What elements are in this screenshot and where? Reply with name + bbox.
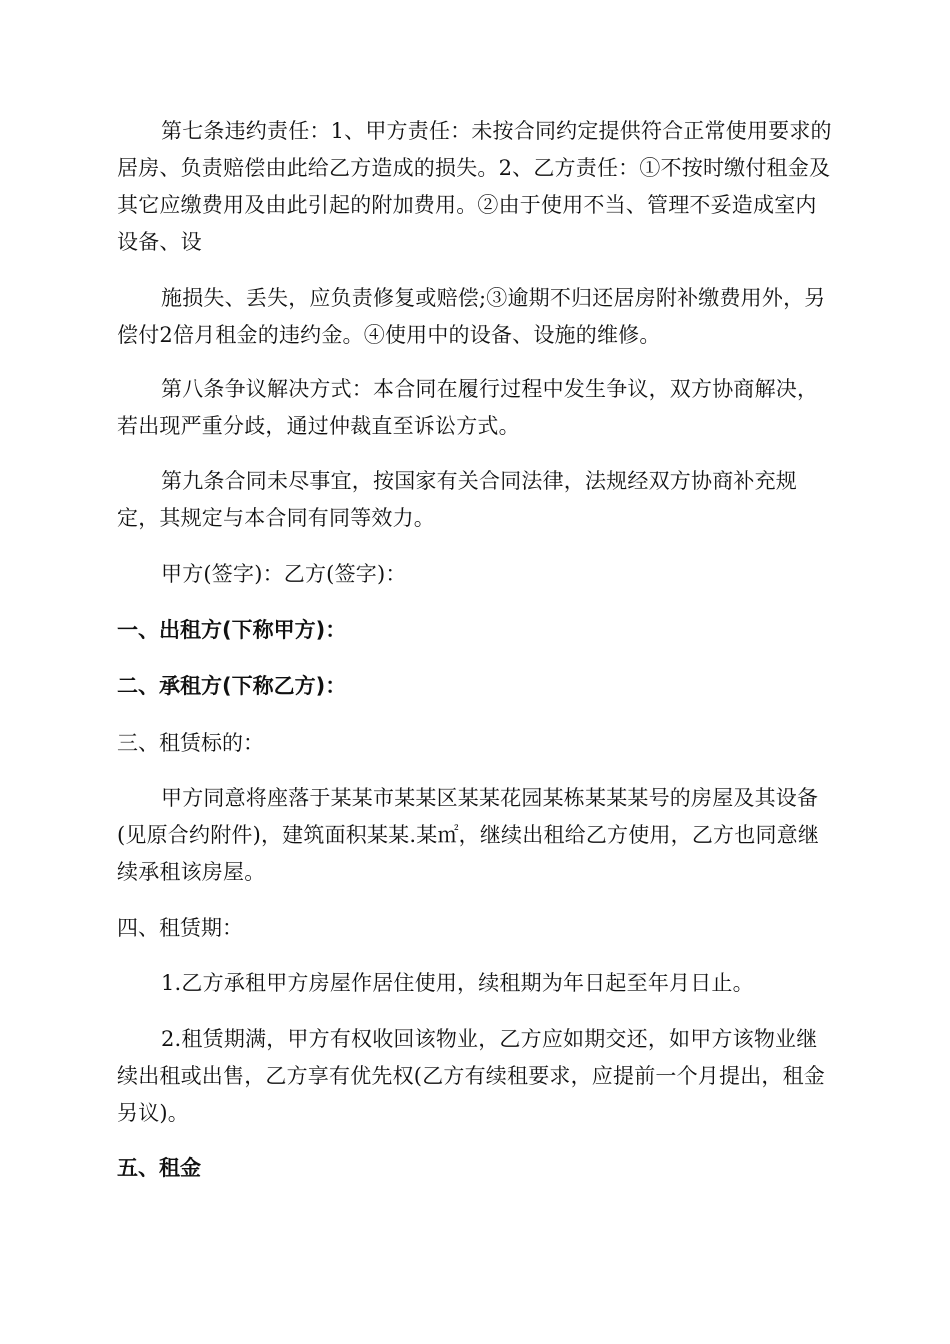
article8-paragraph: 第八条争议解决方式：本合同在履行过程中发生争议，双方协商解决，若出现严重分歧，通过仲裁直至诉讼方式。 xyxy=(117,377,819,438)
article7-paragraph-part1: 第七条违约责任：1、甲方责任：未按合同约定提供符合正常使用要求的居房、负责赔偿由此给乙方造成的损失。2、乙方责任：①不按时缴付租金及其它应缴费用及由此引起的附加费用。②由于使用不当、管理不妥造成室内设备、设 xyxy=(117,119,832,254)
lease-term-title: 四、租赁期： xyxy=(117,916,243,940)
lease-subject-title: 三、租赁标的： xyxy=(117,731,264,755)
lease-term-item-1: 1.乙方承租甲方房屋作居住使用，续租期为年日起至年月日止。 xyxy=(161,971,754,995)
rent-heading: 五、租金 xyxy=(117,1156,201,1180)
article9-paragraph: 第九条合同未尽事宜，按国家有关合同法律，法规经双方协商补充规定，其规定与本合同有同等效力。 xyxy=(117,469,797,530)
signature-line: 甲方(签字)：乙方(签字)： xyxy=(161,562,407,586)
lease-term-item-2: 2.租赁期满，甲方有权收回该物业，乙方应如期交还，如甲方该物业继续出租或出售，乙方享有优先权(乙方有续租要求，应提前一个月提出，租金另议)。 xyxy=(117,1027,825,1125)
lessor-heading: 一、出租方(下称甲方)： xyxy=(117,618,347,642)
article7-paragraph-part2: 施损失、丢失，应负责修复或赔偿;③逾期不归还居房附补缴费用外，另偿付2倍月租金的违约金。④使用中的设备、设施的维修。 xyxy=(117,286,826,347)
lessee-heading: 二、承租方(下称乙方)： xyxy=(117,674,347,698)
lease-subject-paragraph: 甲方同意将座落于某某市某某区某某花园某栋某某某号的房屋及其设备(见原合约附件)，建筑面积某某.某㎡，继续出租给乙方使用，乙方也同意继续承租该房屋。 xyxy=(117,786,820,884)
